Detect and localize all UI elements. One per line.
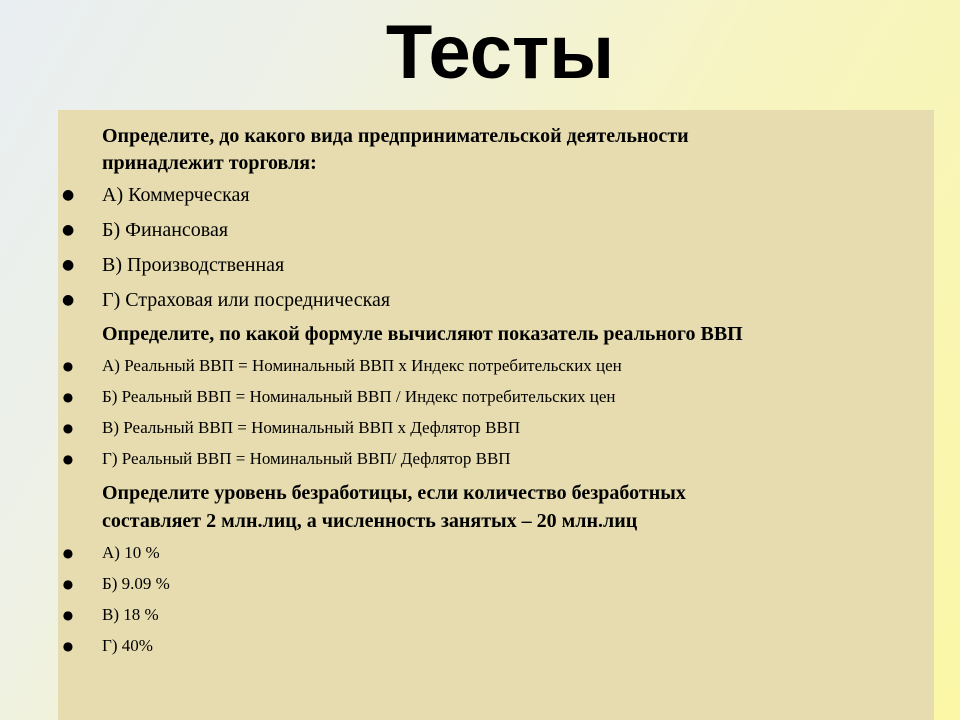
option-label: Б) Финансовая <box>102 219 229 241</box>
slide-title: Тесты <box>385 10 615 95</box>
test-content-box <box>58 110 934 720</box>
bullet-icon: ● <box>62 292 75 308</box>
option-label: В) Производственная <box>102 254 285 276</box>
bullet-icon: ● <box>62 639 74 653</box>
option-label: А) Коммерческая <box>102 184 250 206</box>
option-label: В) Реальный ВВП = Номинальный ВВП х Дефлятор ВВП <box>102 418 521 437</box>
question-3-text-line-1: Определите уровень безработицы, если количество безработных <box>102 482 686 504</box>
bullet-icon: ● <box>62 257 75 273</box>
bullet-icon: ● <box>62 359 74 373</box>
option-label: А) Реальный ВВП = Номинальный ВВП х Индекс потребительских цен <box>102 356 622 375</box>
option-label: Г) Реальный ВВП = Номинальный ВВП/ Дефлятор ВВП <box>102 449 511 468</box>
bullet-icon: ● <box>62 546 74 560</box>
bullet-icon: ● <box>62 390 74 404</box>
question-3-text-line-2: составляет 2 млн.лиц, а численность занятых – 20 млн.лиц <box>102 510 638 532</box>
question-1-text-line-2: принадлежит торговля: <box>102 152 317 174</box>
bullet-icon: ● <box>62 452 74 466</box>
option-label: В) 18 % <box>102 605 159 624</box>
bullet-icon: ● <box>62 577 74 591</box>
question-2-text-line-1: Определите, по какой формуле вычисляют показатель реального ВВП <box>102 323 743 345</box>
question-1-text-line-1: Определите, до какого вида предпринимательской деятельности <box>102 125 689 147</box>
bullet-icon: ● <box>62 187 75 203</box>
option-label: Б) 9.09 % <box>102 574 170 593</box>
bullet-icon: ● <box>62 421 74 435</box>
bullet-icon: ● <box>62 222 75 238</box>
option-label: Г) Страховая или посредническая <box>102 289 391 311</box>
bullet-icon: ● <box>62 608 74 622</box>
option-label: Г) 40% <box>102 636 153 655</box>
option-label: Б) Реальный ВВП = Номинальный ВВП / Индекс потребительских цен <box>102 387 616 406</box>
option-label: А) 10 % <box>102 543 160 562</box>
